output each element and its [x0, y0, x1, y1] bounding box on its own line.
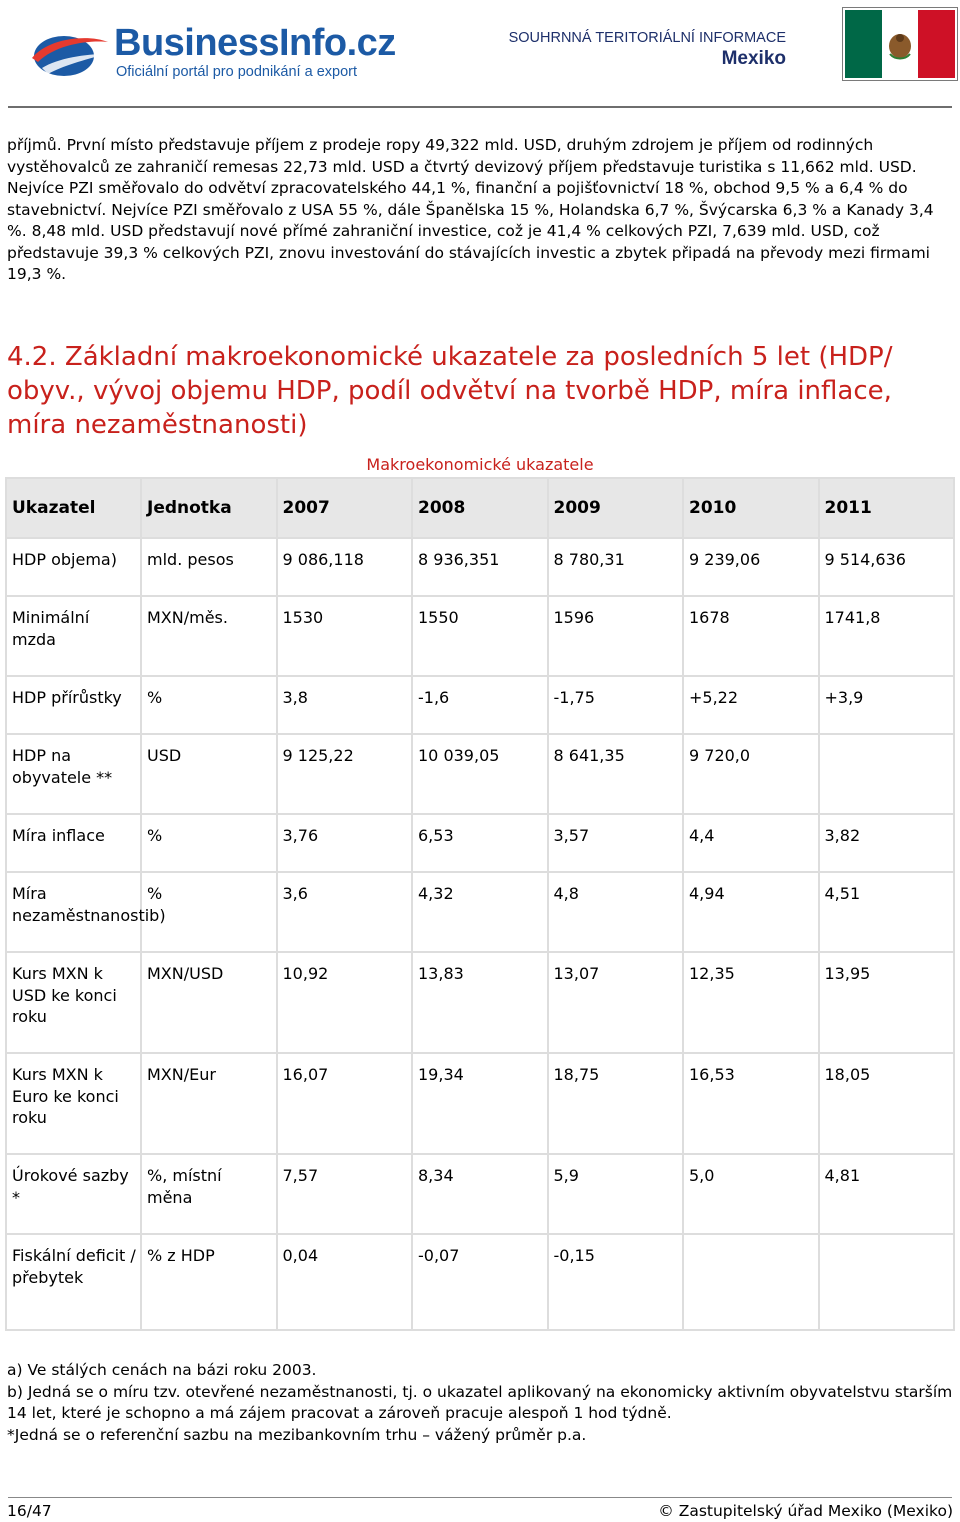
note-a: a) Ve stálých cenách na bázi roku 2003. [7, 1361, 317, 1379]
document-country: Mexiko [721, 48, 786, 69]
table-cell: 9 514,636 [819, 538, 955, 596]
table-cell: % [141, 814, 277, 872]
table-cell: 4,8 [548, 872, 684, 952]
header-cell: Ukazatel [6, 478, 141, 538]
table-cell: 13,83 [412, 952, 548, 1053]
header-cell: 2010 [683, 478, 819, 538]
table-cell: 0,04 [277, 1234, 413, 1330]
table-cell: 4,81 [819, 1154, 955, 1234]
table-cell: HDP přírůstky [6, 676, 141, 734]
table-cell: 3,76 [277, 814, 413, 872]
table-cell: 8 641,35 [548, 734, 684, 814]
table-cell: 4,4 [683, 814, 819, 872]
table-cell: 5,9 [548, 1154, 684, 1234]
copyright-notice: © Zastupitelský úřad Mexiko (Mexiko) [658, 1502, 953, 1520]
table-row [6, 1053, 954, 1154]
table-cell: 9 086,118 [277, 538, 413, 596]
table-cell: 9 125,22 [277, 734, 413, 814]
table-cell: Kurs MXN k USD ke konci roku [6, 952, 141, 1053]
logo-globe-icon [28, 28, 110, 80]
header-divider [8, 106, 952, 108]
table-row [6, 734, 954, 814]
table-cell: 12,35 [683, 952, 819, 1053]
table-cell: % z HDP [141, 1234, 277, 1330]
header-cell: 2009 [548, 478, 684, 538]
paragraph-part-1: příjmů. První místo představuje příjem z prodeje ropy 49,322 mld. USD, druhým zdrojem je příjem od rodinných vystěhovalců ze zahraničí remesas 22,73 mld. USD a čtvrtý devizový příjem představuje turistika s 11,662 mld. USD. [7, 136, 917, 176]
table-cell: -0,15 [548, 1234, 684, 1330]
table-cell: 3,6 [277, 872, 413, 952]
table-cell: 4,51 [819, 872, 955, 952]
table-cell: HDP na obyvatele ** [6, 734, 141, 814]
table-cell: 16,07 [277, 1053, 413, 1154]
paragraph-part-6: USD, což představuje 39,3 % celkových PZI, znovu investování do stávajících investic a zbytek připadá na převody mezi firmami 19,3 %. [7, 222, 930, 283]
table-cell: +3,9 [819, 676, 955, 734]
paragraph-part-2: Nejvíce PZI směřovalo do odvětví zpracovatelského 44,1 %, finanční a pojišťovnictví 18 %, obchod 9,5 % a 6,4 % do stavebnictví. [7, 179, 908, 219]
table-cell: 4,32 [412, 872, 548, 952]
header-cell: Jednotka [141, 478, 277, 538]
table-cell: MXN/USD [141, 952, 277, 1053]
table-cell: 10,92 [277, 952, 413, 1053]
table-cell: MXN/Eur [141, 1053, 277, 1154]
note-asterisk: *Jedná se o referenční sazbu na mezibankovním trhu – vážený průměr p.a. [7, 1425, 587, 1444]
section-heading: 4.2. Základní makroekonomické ukazatele za posledních 5 let (HDP/ obyv., vývoj objemu HDP, podíl odvětví na tvorbě HDP, míra inflace, míra nezaměstnanosti) [7, 342, 893, 440]
flag-frame [842, 7, 958, 81]
table-cell: 3,8 [277, 676, 413, 734]
page-number: 16/47 [7, 1502, 52, 1520]
table-row [6, 596, 954, 676]
table-cell: 9 239,06 [683, 538, 819, 596]
table-row [6, 872, 954, 952]
businessinfo-logo[interactable] [28, 18, 408, 88]
table-row [6, 1154, 954, 1234]
logo-name: BusinessInfo.cz [114, 22, 396, 64]
table-cell: 10 039,05 [412, 734, 548, 814]
table-cell: Kurs MXN k Euro ke konci roku [6, 1053, 141, 1154]
table-cell: +5,22 [683, 676, 819, 734]
table-cell: 9 720,0 [683, 734, 819, 814]
table-row [6, 1234, 954, 1330]
page-header [0, 0, 960, 108]
table-cell: Míra inflace [6, 814, 141, 872]
table-cell: 1596 [548, 596, 684, 676]
footer-divider [8, 1497, 952, 1498]
mexico-flag-icon [845, 10, 955, 78]
table-cell: 18,75 [548, 1053, 684, 1154]
table-header-row [6, 478, 954, 538]
logo-tagline: Oficiální portál pro podnikání a export [116, 64, 357, 80]
table-cell: 8 780,31 [548, 538, 684, 596]
header-cell: 2011 [819, 478, 955, 538]
table-cell: 4,94 [683, 872, 819, 952]
table-cell: 19,34 [412, 1053, 548, 1154]
table-cell: % [141, 676, 277, 734]
table-row [6, 538, 954, 596]
document-section-title: SOUHRNNÁ TERITORIÁLNÍ INFORMACE [508, 30, 786, 46]
table-cell [819, 1234, 955, 1330]
table-cell [819, 734, 955, 814]
table-cell: 7,57 [277, 1154, 413, 1234]
table-cell: 3,82 [819, 814, 955, 872]
table-cell: Úrokové sazby * [6, 1154, 141, 1234]
table-cell: HDP objema) [6, 538, 141, 596]
table-cell: USD [141, 734, 277, 814]
table-row [6, 814, 954, 872]
table-cell: Minimální mzda [6, 596, 141, 676]
table-notes [7, 1360, 953, 1446]
note-b: b) Jedná se o míru tzv. otevřené nezaměstnanosti, tj. o ukazatel aplikovaný na ekonomicky aktivním obyvatelstvu starším 14 let, které je schopno a má zájem pracovat a zároveň pracuje alespoň 1 hod týdně. [7, 1382, 953, 1422]
table-caption: Makroekonomické ukazatele [366, 455, 594, 474]
table-cell: 1678 [683, 596, 819, 676]
table-cell: 3,57 [548, 814, 684, 872]
table-cell: mld. pesos [141, 538, 277, 596]
paragraph-part-4: 8,48 mld. [26, 222, 106, 240]
table-cell: 1530 [277, 596, 413, 676]
paragraph-part-5: USD představují nové přímé zahraniční investice, což je 41,4 % celkových PZI, 7,639 mld. [105, 222, 806, 240]
table-cell: -1,75 [548, 676, 684, 734]
table-cell: 16,53 [683, 1053, 819, 1154]
table-cell: 13,07 [548, 952, 684, 1053]
table-cell: 6,53 [412, 814, 548, 872]
header-cell: 2007 [277, 478, 413, 538]
paragraph-part-3: Nejvíce PZI směřovalo z USA 55 %, dále Španělska 15 %, Holandska 6,7 %, Švýcarska 6,3 % a Kanady 3,4 %. [7, 200, 934, 240]
cell-text: Míra nezaměstnanostib) [12, 884, 166, 925]
table-cell [6, 872, 166, 952]
table-cell [683, 1234, 819, 1330]
table-cell: Fiskální deficit / přebytek [6, 1234, 141, 1330]
table-cell: 13,95 [819, 952, 955, 1053]
table-row [6, 952, 954, 1053]
table-cell: 1741,8 [819, 596, 955, 676]
body-paragraph [7, 135, 953, 286]
table-cell: 8,34 [412, 1154, 548, 1234]
header-cell: 2008 [412, 478, 548, 538]
table-cell: % [141, 872, 277, 952]
table-cell: -0,07 [412, 1234, 548, 1330]
macro-indicators-table [5, 477, 955, 1331]
table-cell: %, místní měna [141, 1154, 277, 1234]
table-cell: 8 936,351 [412, 538, 548, 596]
table-cell: -1,6 [412, 676, 548, 734]
table-cell: 18,05 [819, 1053, 955, 1154]
table-cell: 1550 [412, 596, 548, 676]
table-cell: MXN/měs. [141, 596, 277, 676]
table-row [6, 676, 954, 734]
table-cell: 5,0 [683, 1154, 819, 1234]
